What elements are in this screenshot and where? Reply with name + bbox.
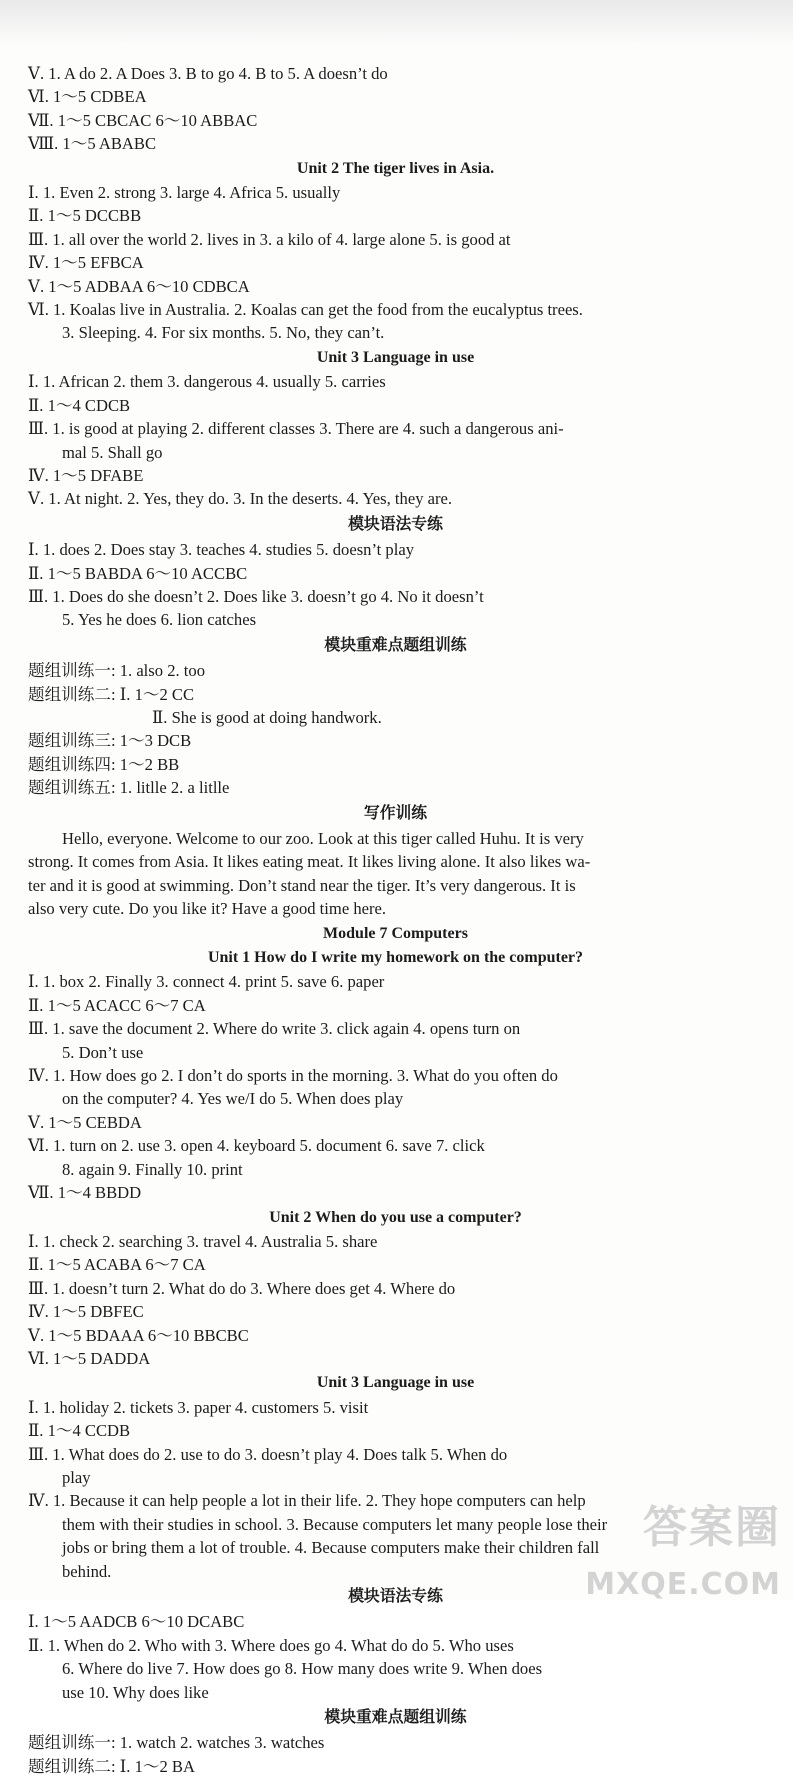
unit3-answers (28, 370, 763, 510)
m7-keypoint-answers (28, 1731, 763, 1778)
answer-line: Ⅲ. 1. is good at playing 2. different classes 3. There are 4. such a dangerous ani- (28, 419, 564, 439)
paragraph-line: ter and it is good at swimming. Don’t stand near the tiger. It’s very dangerous. It is (28, 875, 576, 895)
answer-line: 题组训练一: 1. watch 2. watches 3. watches (28, 1733, 325, 1753)
answer-line-continuation: Ⅱ. She is good at doing handwork. (152, 707, 382, 727)
answer-line: Ⅱ. 1～5 BABDA 6～10 ACCBC (28, 563, 248, 583)
unit-heading: Unit 1 How do I write my homework on the computer? (207, 949, 584, 967)
answer-line: Ⅵ. 1. Koalas live in Australia. 2. Koalas can get the food from the eucalyptus trees. (28, 300, 583, 320)
answer-line: Ⅰ. 1. African 2. them 3. dangerous 4. usually 5. carries (28, 372, 386, 392)
answer-line: Ⅱ. 1～4 CCDB (28, 1421, 131, 1441)
watermark-logo (581, 1502, 789, 1602)
answer-line-continuation: jobs or bring them a lot of trouble. 4. Because computers make their children fall (62, 1538, 600, 1558)
answer-line: Ⅴ. 1～5 ADBAA 6～10 CDBCA (28, 276, 250, 296)
answer-line: Ⅶ. 1～4 BBDD (28, 1183, 142, 1203)
answer-line: Ⅱ. 1～5 ACABA 6～7 CA (28, 1255, 206, 1275)
answer-line: Ⅰ. 1. holiday 2. tickets 3. paper 4. customers 5. visit (28, 1397, 369, 1417)
unit-heading: Unit 2 The tiger lives in Asia. (296, 159, 495, 177)
answer-line: Ⅵ. 1～5 DADDA (28, 1348, 151, 1368)
answer-line: Ⅵ. 1. turn on 2. use 3. open 4. keyboard 5. document 6. save 7. click (28, 1136, 485, 1156)
answer-line: Ⅳ. 1. How does go 2. I don’t do sports in the morning. 3. What do you often do (28, 1066, 558, 1086)
answer-line-continuation: 5. Yes he does 6. lion catches (62, 610, 257, 630)
answer-line-continuation: them with their studies in school. 3. Because computers let many people lose their (62, 1514, 608, 1534)
answer-line: Ⅵ. 1～5 CDBEA (28, 87, 147, 107)
answer-line: Ⅳ. 1. Because it can help people a lot in their life. 2. They hope computers can help (28, 1491, 586, 1511)
answer-line: 题组训练三: 1～3 DCB (28, 731, 192, 751)
answer-line: Ⅰ. 1. check 2. searching 3. travel 4. Australia 5. share (28, 1231, 378, 1251)
answer-line: Ⅲ. 1. doesn’t turn 2. What do do 3. Where does get 4. Where do (28, 1278, 456, 1298)
answer-line: Ⅳ. 1～5 DBFEC (28, 1302, 144, 1322)
answer-line: 题组训练五: 1. litlle 2. a litlle (28, 778, 230, 798)
answer-line: Ⅰ. 1～5 AADCB 6～10 DCABC (28, 1612, 245, 1632)
answer-line: Ⅳ. 1～5 EFBCA (28, 253, 144, 273)
section-heading: 模块重难点题组训练 (324, 1709, 467, 1727)
paragraph-line: Hello, everyone. Welcome to our zoo. Look at this tiger called Huhu. It is very (62, 829, 584, 848)
answer-line: Ⅴ. 1. At night. 2. Yes, they do. 3. In the deserts. 4. Yes, they are. (28, 489, 453, 509)
answer-line-continuation: play (62, 1467, 91, 1487)
answer-line: Ⅰ. 1. box 2. Finally 3. connect 4. print 5. save 6. paper (28, 972, 385, 992)
answer-line-continuation: behind. (62, 1561, 112, 1581)
writing-sample (28, 827, 763, 921)
answer-line: Ⅱ. 1. When do 2. Who with 3. Where does go 4. What do do 5. Who uses (28, 1635, 514, 1655)
answer-line: Ⅱ. 1～5 ACACC 6～7 CA (28, 995, 206, 1015)
answer-line: 题组训练四: 1～2 BB (28, 754, 180, 774)
unit2-answers (28, 181, 763, 345)
paragraph-line: strong. It comes from Asia. It likes eating meat. It likes living alone. It also likes wa- (28, 852, 591, 872)
answer-line-continuation: mal 5. Shall go (62, 442, 163, 462)
answer-line: Ⅴ. 1. A do 2. A Does 3. B to go 4. B to 5. A doesn’t do (28, 64, 388, 83)
answer-line: Ⅱ. 1～4 CDCB (28, 395, 131, 415)
answer-line: Ⅱ. 1～5 DCCBB (28, 206, 142, 226)
unit-heading: Unit 2 When do you use a computer? (269, 1208, 522, 1226)
watermark-url: MXQE.COM (585, 1566, 781, 1602)
answer-line: Ⅲ. 1. Does do she doesn’t 2. Does like 3. doesn’t go 4. No it doesn’t (28, 586, 484, 606)
unit-heading: Unit 3 Language in use (316, 348, 475, 366)
m7-unit1-answers (28, 970, 763, 1204)
answer-line: Ⅷ. 1～5 ABABC (28, 134, 157, 154)
answer-line: Ⅴ. 1～5 BDAAA 6～10 BBCBC (28, 1325, 249, 1345)
unit-heading: Unit 3 Language in use (316, 1374, 475, 1392)
answer-line: Ⅶ. 1～5 CBCAC 6～10 ABBAC (28, 110, 258, 130)
answer-line: 题组训练一: 1. also 2. too (28, 661, 205, 681)
answer-line-continuation: on the computer? 4. Yes we/I do 5. When does play (62, 1089, 404, 1109)
answer-line: Ⅴ. 1～5 CEBDA (28, 1112, 142, 1132)
answer-line: Ⅲ. 1. What does do 2. use to do 3. doesn’t play 4. Does talk 5. When do (28, 1444, 508, 1464)
module6-tail (28, 62, 763, 156)
paragraph-line: also very cute. Do you like it? Have a good time here. (28, 899, 387, 919)
section-heading: 写作训练 (363, 804, 428, 822)
section-heading: 模块语法专练 (348, 515, 443, 533)
section-heading: 模块语法专练 (348, 1588, 443, 1605)
answer-line: Ⅰ. 1. Even 2. strong 3. large 4. Africa 5. usually (28, 183, 341, 203)
grammar-answers (28, 538, 763, 632)
answer-line-continuation: 3. Sleeping. 4. For six months. 5. No, they can’t. (62, 323, 385, 343)
answer-line-continuation: 6. Where do live 7. How does go 8. How many does write 9. When does (62, 1659, 543, 1679)
answer-line: Ⅰ. 1. does 2. Does stay 3. teaches 4. studies 5. doesn’t play (28, 540, 414, 560)
m7-grammar-answers (28, 1610, 763, 1704)
answer-line: Ⅳ. 1～5 DFABE (28, 465, 144, 485)
answer-line: 题组训练二: Ⅰ. 1～2 BA (28, 1756, 195, 1776)
m7-unit2-answers (28, 1230, 763, 1370)
scan-top-shadow (0, 0, 793, 46)
answer-line-continuation: 8. again 9. Finally 10. print (62, 1159, 243, 1179)
answer-line-continuation: use 10. Why does like (62, 1682, 209, 1702)
module-heading: Module 7 Computers (323, 924, 468, 942)
answer-line-continuation: 5. Don’t use (62, 1042, 144, 1062)
answer-line: Ⅲ. 1. save the document 2. Where do write 3. click again 4. opens turn on (28, 1019, 521, 1039)
keypoint-answers (28, 659, 763, 799)
watermark-mark: 答案圈 (643, 1502, 781, 1553)
answer-line: 题组训练二: Ⅰ. 1～2 CC (28, 684, 195, 704)
answer-line: Ⅲ. 1. all over the world 2. lives in 3. a kilo of 4. large alone 5. is good at (28, 229, 511, 249)
section-heading: 模块重难点题组训练 (324, 636, 467, 654)
